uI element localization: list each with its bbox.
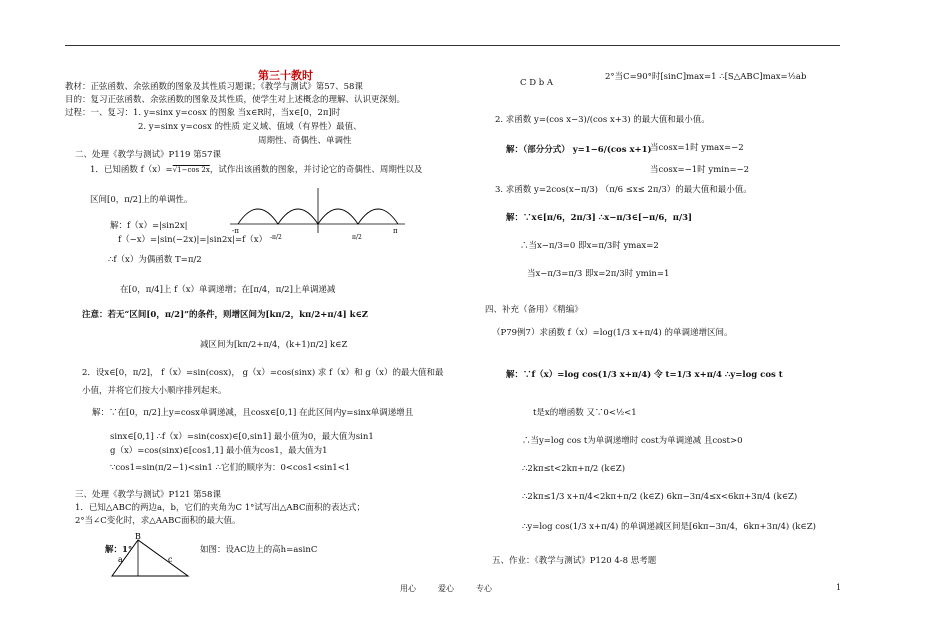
solution-2-line-1: 解：∵在[0，π/2]上y=cosx单调递减，且cosx∈[0,1] 在此区间内y=sinx单调递增且: [92, 408, 414, 418]
footer-word-1: 用心: [400, 584, 416, 593]
footer-word-3: 专心: [476, 584, 492, 593]
solution-r3-c: 当x−π/3=π/3 即x=2π/3时 ymin=1: [527, 269, 670, 279]
section-two-heading: 二、处理《教学与测试》P119 第57课: [75, 150, 221, 160]
section-four-heading: 四、补充（备用）《精编》: [485, 305, 583, 315]
problem-1-line: 1．已知函数 f（x）=√1−cos 2x，试作出该函数的图象，并讨论它的奇偶性、周期性以及: [90, 165, 423, 175]
page-number: 1: [836, 583, 842, 592]
tick-neg-pi: -π: [232, 227, 239, 235]
problem-2-line-2: 小值，并将它们按大小顺序排列起来。: [82, 386, 227, 396]
problem-3-line-2: 2°当∠C变化时，求△AABC面积的最大值。: [75, 516, 241, 526]
tick-pi: π: [393, 227, 398, 235]
solution-r4-b: t是x的增函数 又∵0<½<1: [533, 408, 637, 418]
triangle-figure: [100, 532, 195, 582]
solution-r3-b: ∴当x−π/3=0 即x=π/3时 ymax=2: [520, 241, 659, 251]
process-line: 过程：一、复习：1. y=sinx y=cosx 的图象 当x∈R时，当x∈[0，2π]时: [65, 108, 341, 118]
header-rule: [65, 45, 840, 46]
solution-3-text: 如图：设AC边上的高h=asinC: [200, 545, 318, 555]
abs-sin-graph: [230, 188, 410, 243]
textbook-line: 教材：正弦函数、余弦函数的图象及其性质习题课；《教学与测试》第57、58课: [65, 82, 363, 92]
note-line-2: 减区间为[kπ/2+π/4，(k+1)π/2] k∈Z: [200, 340, 348, 350]
solution-r2-a: 解：（部分分式） y=1−6/(cos x+1): [506, 145, 652, 155]
review-line-2: 2. y=sinx y=cosx 的性质 定义域、值域（有界性）最值、: [138, 122, 362, 132]
homework-line: 五、作业：《教学与测试》P120 4-8 思考题: [492, 556, 657, 566]
solution-2-line-4: ∵cos1=sin(π/2−1)<sin1 ∴它们的顺序为：0<cos1<sin1<1: [110, 463, 351, 473]
problem-r4: （P79例7）求函数 f（x）=log(1/3 x+π/4) 的单调递增区间。: [492, 328, 733, 338]
section-three-heading: 三、处理《教学与测试》P121 第58课: [75, 490, 221, 500]
max-area-line: 2°当C=90°时[sinC]max=1 ∴[S△ABC]max=½ab: [605, 72, 807, 82]
solution-r4-f: ∴y=log cos(1/3 x+π/4) 的单调递减区间是[6kπ−3π/4，6kπ+3π/4) (k∈Z): [522, 522, 816, 532]
problem-3-line: 1．已知△ABC的两边a，b，它们的夹角为C 1°试写出△ABC面积的表达式；: [75, 503, 365, 513]
solution-r4-e: ∴2kπ≤1/3 x+π/4<2kπ+π/2 (k∈Z) 6kπ−3π/4≤x<6kπ+3π/4 (k∈Z): [522, 492, 798, 502]
side-a: a: [118, 555, 123, 564]
solution-3-label: 解：1°: [105, 545, 133, 555]
problem-r2: 2. 求函数 y=(cos x−3)/(cos x+3) 的最大值和最小值。: [495, 115, 710, 125]
footer-word-2: 爱心: [438, 584, 454, 593]
page-title: 第三十教时: [258, 69, 313, 82]
note-line: 注意：若无“区间[0，π/2]”的条件，则增区间为[kπ/2，kπ/2+π/4] k∈Z: [82, 310, 368, 320]
tick-neg-half-pi: -π/2: [270, 234, 282, 241]
solution-r4-c: ∴当y=log cos t为单调递增时 cost为单调递减 且cost>0: [522, 436, 743, 446]
triangle-vertices: C D b A: [520, 78, 554, 88]
vertex-B: B: [135, 532, 141, 541]
solution-1-line-4: 在[0，π/4]上 f（x）单调递增；在[π/4，π/2]上单调递减: [120, 285, 336, 295]
solution-r4-d: ∴2kπ≤t<2kπ+π/2 (k∈Z): [522, 464, 626, 474]
tick-half-pi: π/2: [352, 234, 362, 241]
solution-1-line-3: ∴f（x）为偶函数 T=π/2: [108, 255, 202, 265]
solution-1-line-1: 解：f（x）=|sin2x|: [110, 221, 188, 231]
solution-1-line-2: f（−x）=|sin(−2x)|=|sin2x|=f（x）: [118, 235, 268, 245]
review-line-3: 周期性、奇偶性、单调性: [258, 136, 352, 146]
solution-2-line-2: sinx∈[0,1] ∴f（x）=sin(cosx)∈[0,sin1] 最小值为0，最大值为sin1: [110, 432, 374, 442]
problem-2-line: 2．设x∈[0，π/2]， f（x）=sin(cosx)， g（x）=cos(sinx) 求 f（x）和 g（x）的最大值和最: [82, 368, 444, 378]
problem-r3: 3. 求函数 y=2cos(x−π/3) （π/6 ≤x≤ 2π/3）的最大值和最小值。: [495, 185, 752, 195]
triangle: [112, 540, 188, 576]
solution-r2-c: 当cosx=−1时 ymin=−2: [650, 165, 750, 175]
solution-r2-b: 当cosx=1时 ymax=−2: [650, 143, 744, 153]
purpose-line: 目的：复习正弦函数、余弦函数的图象及其性质，使学生对上述概念的理解、认识更深刻。: [65, 95, 406, 105]
problem-1-line-2: 区间[0，π/2]上的单调性。: [90, 195, 193, 205]
side-c: c: [168, 555, 173, 564]
solution-r4-a: 解：∵f（x）=log cos(1/3 x+π/4) 令 t=1/3 x+π/4 ∴y=log cos t: [506, 370, 783, 380]
solution-r3-a: 解：∵x∈[π/6，2π/3] ∴x−π/3∈[−π/6，π/3]: [506, 213, 693, 223]
solution-2-line-3: g（x）=cos(sinx)∈[cos1,1] 最小值为cos1，最大值为1: [110, 446, 328, 456]
